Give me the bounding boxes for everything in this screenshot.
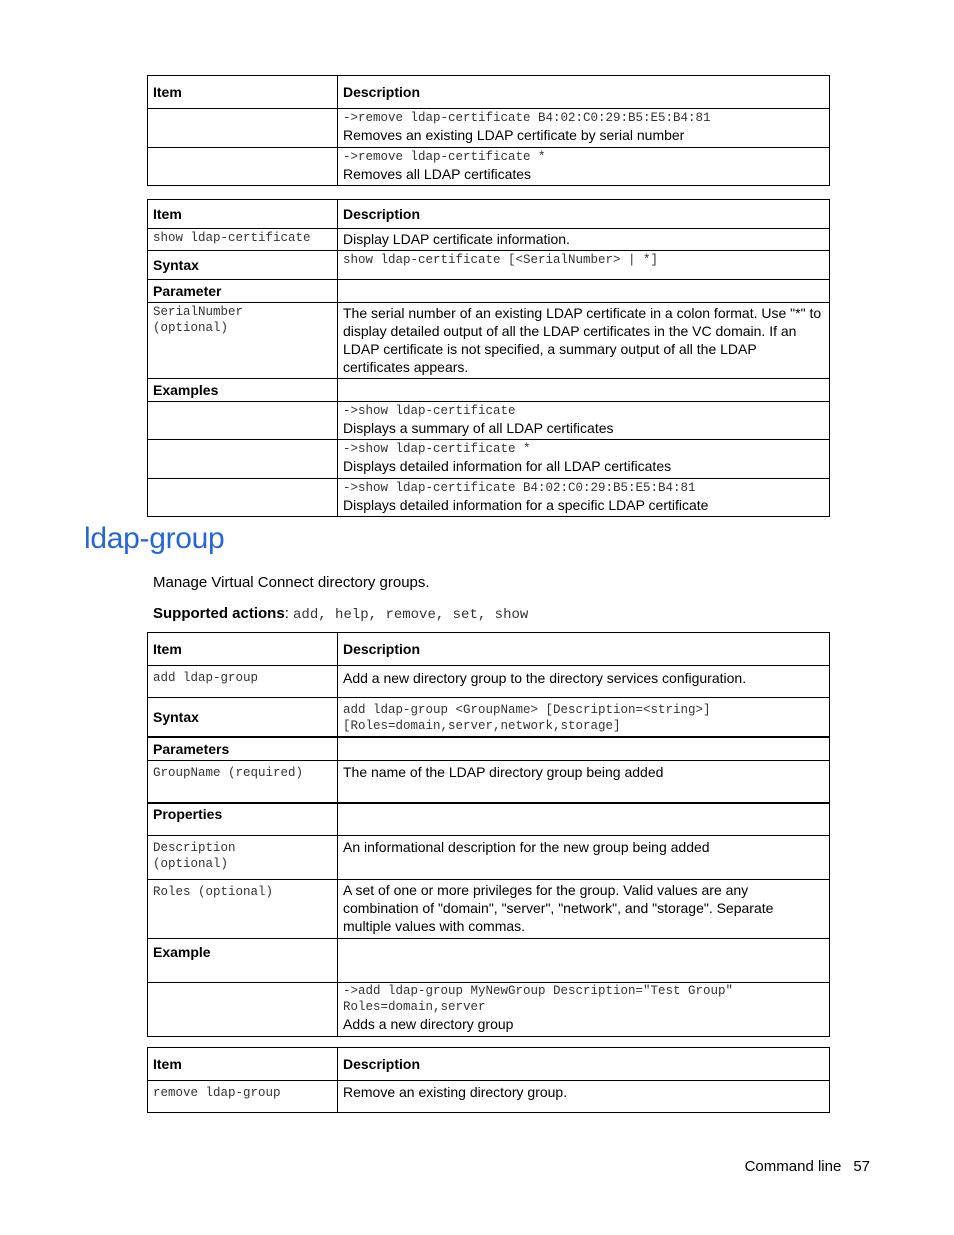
example-text: Adds a new directory group	[343, 1015, 514, 1032]
command-name: add ldap-group	[148, 666, 338, 698]
syntax-line-2: [Roles=domain,server,network,storage]	[343, 719, 621, 733]
example-command-line-2: Roles=domain,server	[343, 999, 486, 1014]
property-name: Description	[153, 840, 236, 855]
header-item: Item	[148, 76, 338, 109]
command-description: Remove an existing directory group.	[338, 1081, 830, 1113]
property-description: An informational description for the new group being added	[338, 835, 830, 879]
example-text: Displays detailed information for all LDAP certificates	[343, 458, 672, 474]
properties-label: Properties	[148, 803, 338, 835]
add-ldap-group-table	[147, 632, 830, 1037]
property-optional: (optional)	[153, 856, 229, 871]
parameter-optional: (optional)	[153, 321, 229, 335]
page-number: 57	[853, 1158, 870, 1175]
header-description: Description	[338, 76, 830, 109]
header-item: Item	[148, 633, 338, 666]
header-description: Description	[338, 200, 830, 229]
property-description: A set of one or more privileges for the group. Valid values are any combination of "domain", "server", "network", and "storage". Separate multiple values with commas.	[338, 879, 830, 938]
property-name: Roles (optional)	[148, 879, 338, 938]
example-cell	[338, 148, 830, 186]
remove-ldap-group-table	[147, 1047, 830, 1113]
example-command: ->show ldap-certificate	[343, 404, 516, 418]
example-command-line-1: ->add ldap-group MyNewGroup Description="Test Group"	[343, 983, 734, 998]
item-cell	[148, 148, 338, 186]
example-command: ->show ldap-certificate *	[343, 442, 531, 456]
header-description: Description	[338, 1048, 830, 1081]
example-text: Removes an existing LDAP certificate by serial number	[343, 127, 685, 143]
item-cell	[148, 109, 338, 148]
parameter-name: GroupName (required)	[148, 760, 338, 803]
command-description: Display LDAP certificate information.	[338, 229, 830, 251]
header-item: Item	[148, 1048, 338, 1081]
supported-actions-list: add, help, remove, set, show	[293, 607, 529, 623]
section-intro: Manage Virtual Connect directory groups.	[153, 574, 430, 591]
command-description: Add a new directory group to the directory services configuration.	[338, 666, 830, 698]
parameter-label: Parameter	[148, 280, 338, 303]
supported-actions-separator: :	[284, 605, 294, 622]
example-command: ->remove ldap-certificate B4:02:C0:29:B5:E5:B4:81	[343, 111, 711, 125]
header-item: Item	[148, 200, 338, 229]
example-text: Displays a summary of all LDAP certificates	[343, 420, 614, 436]
command-name: show ldap-certificate	[148, 229, 338, 251]
example-text: Removes all LDAP certificates	[343, 166, 532, 182]
syntax-cell	[338, 698, 830, 738]
parameters-label: Parameters	[148, 737, 338, 760]
example-cell	[338, 982, 830, 1036]
parameter-name-cell	[148, 303, 338, 379]
command-name: remove ldap-group	[148, 1081, 338, 1113]
example-label: Example	[148, 938, 338, 982]
parameter-description: The serial number of an existing LDAP certificate in a colon format. Use "*" to display detailed output of all the LDAP certificates in the VC domain. If an LDAP certificate is not specified, a summary output of all the LDAP certificates appears.	[338, 303, 830, 379]
example-cell	[338, 479, 830, 517]
syntax-label: Syntax	[148, 251, 338, 280]
examples-label: Examples	[148, 379, 338, 402]
supported-actions	[153, 605, 528, 623]
property-name-cell	[148, 835, 338, 879]
section-title: ldap-group	[84, 522, 225, 555]
syntax-label: Syntax	[148, 698, 338, 738]
example-command: ->show ldap-certificate B4:02:C0:29:B5:E5:B4:81	[343, 481, 696, 495]
example-command: ->remove ldap-certificate *	[343, 150, 546, 164]
example-cell	[338, 440, 830, 479]
parameter-description: The name of the LDAP directory group being added	[338, 760, 830, 803]
syntax-line-1: add ldap-group <GroupName> [Description=<string>]	[343, 703, 711, 717]
page-footer	[745, 1158, 870, 1175]
header-description: Description	[338, 633, 830, 666]
example-text: Displays detailed information for a specific LDAP certificate	[343, 497, 709, 513]
example-cell	[338, 109, 830, 148]
example-cell	[338, 402, 830, 440]
supported-actions-label: Supported actions	[153, 605, 285, 622]
show-ldap-certificate-table	[147, 199, 830, 517]
parameter-name: SerialNumber	[153, 305, 244, 319]
remove-ldap-certificate-examples-table	[147, 75, 830, 186]
footer-section: Command line	[744, 1158, 842, 1175]
syntax-text: show ldap-certificate [<SerialNumber> | *]	[338, 251, 830, 280]
